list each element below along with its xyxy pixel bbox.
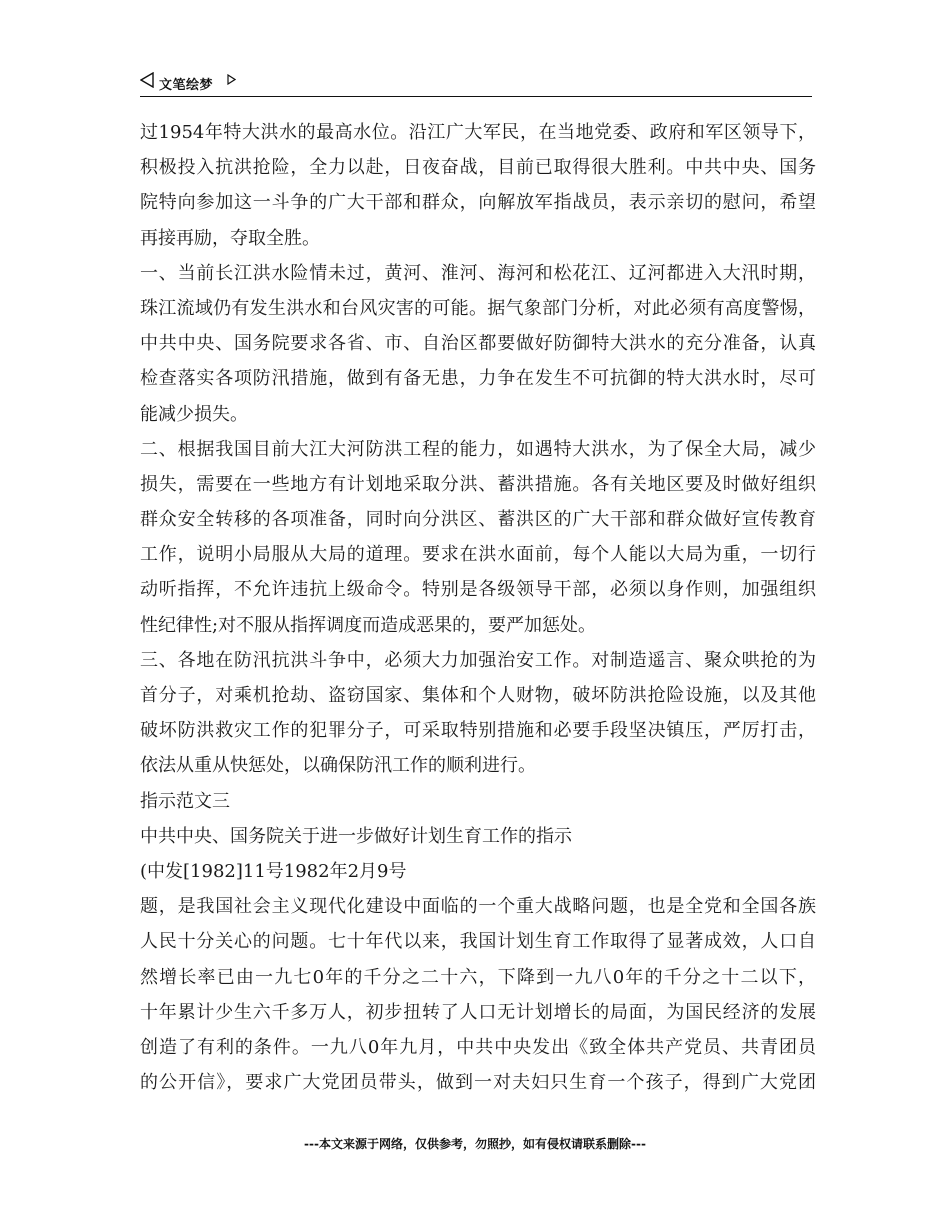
text-line: 十年累计少生六千多万人，初步扭转了人口无计划增长的局面，为国民经济的发展 <box>140 1001 816 1023</box>
text-line: 过1954年特大洪水的最高水位。沿江广大军民，在当地党委、政府和军区领导下， <box>140 122 816 143</box>
text-line: 题，是我国社会主义现代化建设中面临的一个重大战略问题，也是全党和全国各族 <box>140 896 816 918</box>
text-line: 然增长率已由一九七0年的千分之二十六，下降到一九八0年的千分之十二以下， <box>140 966 816 988</box>
text-line: 群众安全转移的各项准备，同时向分洪区、蓄洪区的广大干部和群众做好宣传教育 <box>140 509 816 531</box>
text-line: 性纪律性;对不服从指挥调度而造成恶果的，要严加惩处。 <box>140 614 597 636</box>
triangle-left-icon <box>140 72 154 88</box>
text-line: 检查落实各项防汛措施，做到有备无患，力争在发生不可抗御的特大洪水时，尽可 <box>140 368 816 390</box>
text-line: 一、当前长江洪水险情未过，黄河、淮河、海河和松花江、辽河都进入大汛时期， <box>140 262 816 284</box>
text-line: 能减少损失。 <box>140 403 248 425</box>
text-line: 中共中央、国务院要求各省、市、自治区都要做好防御特大洪水的充分准备，认真 <box>140 333 816 355</box>
text-line: 工作，说明小局服从大局的道理。要求在洪水面前，每个人能以大局为重，一切行 <box>140 544 816 566</box>
text-line: 三、各地在防汛抗洪斗争中，必须大力加强治安工作。对制造遥言、聚众哄抢的为 <box>140 649 816 671</box>
text-line: 破坏防洪救灾工作的犯罪分子，可采取特别措施和必要手段坚决镇压，严厉打击， <box>140 720 816 742</box>
text-line: 院特向参加这一斗争的广大干部和群众，向解放军指战员，表示亲切的慰问，希望 <box>140 192 816 214</box>
text-line: 创造了有利的条件。一九八0年九月，中共中央发出《致全体共产党员、共青团员 <box>140 1036 816 1058</box>
text-line: 依法从重从快惩处，以确保防汛工作的顺利进行。 <box>140 755 536 777</box>
header-brand: 文笔绘梦 <box>159 78 214 93</box>
triangle-right-icon <box>227 74 236 85</box>
text-line: 珠江流域仍有发生洪水和台风灾害的可能。据气象部门分析，对此必须有高度警惕， <box>140 297 816 319</box>
text-line: 人民十分关心的问题。七十年代以来，我国计划生育工作取得了显著成效，人口自 <box>140 931 816 953</box>
text-line: 再接再励，夺取全胜。 <box>140 227 320 249</box>
text-line: 中共中央、国务院关于进一步做好计划生育工作的指示 <box>140 825 572 847</box>
text-line: 动听指挥，不允许违抗上级命令。特别是各级领导干部，必须以身作则，加强组织 <box>140 579 816 601</box>
page-header <box>140 70 812 97</box>
text-line: 的公开信》，要求广大党团员带头，做到一对夫妇只生育一个孩子，得到广大党团 <box>140 1072 816 1094</box>
document-body <box>140 115 816 1100</box>
text-line: 指示范文三 <box>140 790 230 812</box>
text-line: 首分子，对乘机抢劫、盗窃国家、集体和个人财物，破坏防洪抢险设施，以及其他 <box>140 685 816 706</box>
page-footer: ---本文来源于网络，仅供参考，勿照抄，如有侵权请联系删除--- <box>304 1137 646 1151</box>
text-line: 积极投入抗洪抢险，全力以赴，日夜奋战，目前已取得很大胜利。中共中央、国务 <box>140 157 816 179</box>
text-line: 损失，需要在一些地方有计划地采取分洪、蓄洪措施。各有关地区要及时做好组织 <box>140 473 816 495</box>
text-line: 二、根据我国目前大江大河防洪工程的能力，如遇特大洪水，为了保全大局，减少 <box>140 438 816 460</box>
text-line: (中发[1982]11号1982年2月9号 <box>140 860 407 882</box>
